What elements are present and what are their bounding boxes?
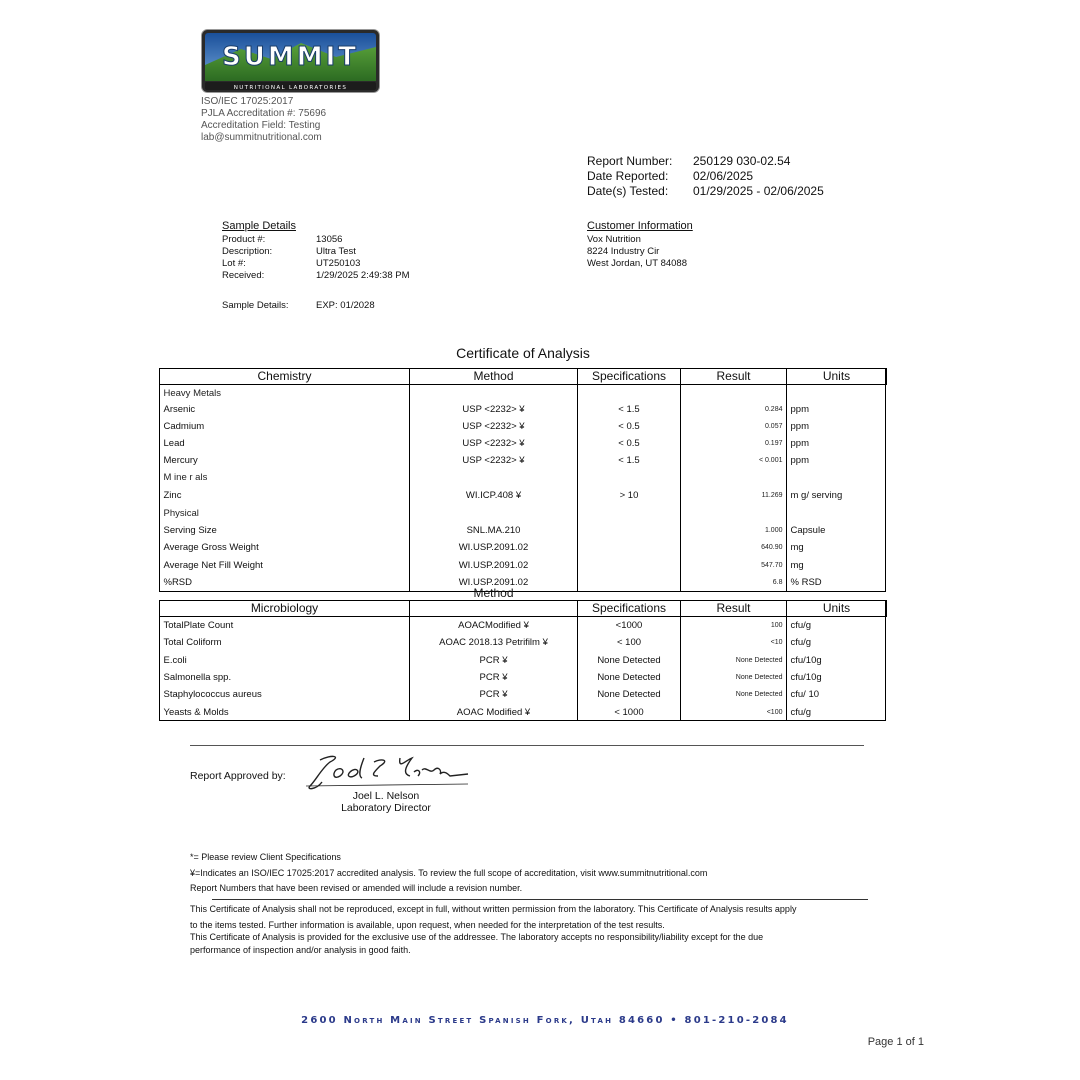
row-result: 1.000 (764, 526, 783, 534)
row-result: < 0.001 (758, 456, 783, 464)
chemistry-table (159, 368, 887, 591)
row-spec: None Detected (597, 672, 661, 683)
summit-logo (201, 29, 380, 93)
table-row (160, 452, 887, 469)
row-result: <100 (766, 708, 783, 716)
table-row (160, 634, 887, 652)
row-result: 547.70 (761, 561, 783, 569)
row-name: Total Coliform (163, 637, 222, 648)
approval-label: Report Approved by: (190, 770, 286, 782)
sample-details-label: Sample Details: (222, 300, 289, 311)
footnote: Report Numbers that have been revised or amended will include a revision number. (190, 883, 523, 893)
accreditation-line: ISO/IEC 17025:2017 (201, 96, 294, 107)
row-result: <10 (770, 639, 783, 646)
date-tested-label: Date(s) Tested: (587, 184, 669, 198)
row-name: Physical (163, 508, 199, 519)
report-number: 250129 030-02.54 (693, 154, 791, 168)
row-spec: > 10 (619, 490, 639, 501)
lab-address: 2600 North Main Street Spanish Fork, Utah 84660 • 801-210-2084 (301, 1015, 789, 1026)
row-units: cfu/10g (790, 672, 822, 683)
col-header-specifications: Specifications (578, 369, 681, 385)
approver (316, 790, 456, 814)
row-name: Serving Size (163, 524, 217, 536)
table-row (160, 402, 887, 418)
row-method: WI.USP.2091.02 (458, 559, 529, 571)
footnotes (190, 851, 707, 895)
report-info (587, 154, 824, 199)
row-units: ppm (790, 404, 809, 415)
document-title: Certificate of Analysis (456, 345, 590, 361)
row-units: cfu/ 10 (790, 688, 820, 700)
logo-tagline: NUTRITIONAL LABORATORIES (233, 85, 348, 91)
row-spec (578, 522, 681, 539)
accreditation-line: PJLA Accreditation #: 75696 (201, 108, 327, 119)
row-method: USP <2232> ¥ (462, 420, 525, 432)
table-row (160, 385, 887, 402)
col-header-specifications: Specifications (578, 601, 681, 617)
col-header-method: Method (410, 369, 578, 385)
row-name: Average Gross Weight (163, 542, 259, 553)
row-spec (578, 557, 681, 574)
row-spec: < 100 (616, 637, 642, 648)
logo-name: SUMMIT (222, 42, 359, 72)
row-result: 0.284 (764, 406, 783, 413)
row-units: cfu/g (790, 619, 812, 631)
row-result: 11.269 (761, 492, 783, 499)
row-method: USP <2232> ¥ (462, 404, 525, 415)
row-spec: < 1.5 (618, 404, 640, 415)
row-units: Capsule (790, 524, 826, 536)
table-row (160, 486, 887, 506)
row-method: PCR ¥ (479, 672, 508, 683)
row-method: USP <2232> ¥ (462, 437, 525, 449)
row-method: WI.ICP.408 ¥ (465, 490, 522, 501)
accreditation-block (201, 96, 326, 144)
row-result: 0.197 (764, 439, 783, 447)
customer-line: Vox Nutrition (587, 234, 641, 245)
table-row (160, 557, 887, 574)
row-method: AOAC 2018.13 Petrifilm ¥ (439, 637, 548, 648)
sample-value: Ultra Test (316, 246, 356, 257)
row-units: cfu/g (790, 706, 812, 718)
sample-heading: Sample Details (222, 220, 296, 232)
divider (190, 745, 864, 746)
microbiology-table (159, 586, 887, 722)
sample-details (222, 220, 410, 282)
date-reported: 02/06/2025 (693, 169, 754, 183)
microbiology-header-row (160, 601, 887, 617)
row-name: Yeasts & Molds (163, 706, 229, 718)
row-spec (578, 539, 681, 557)
row-method: PCR ¥ (479, 655, 508, 666)
customer-heading: Customer Information (587, 220, 693, 232)
row-units: cfu/g (790, 637, 812, 648)
chemistry-header-row (160, 369, 887, 385)
report-number-label: Report Number: (587, 154, 673, 168)
accreditation-line: Accreditation Field: Testing (201, 120, 321, 131)
row-method: WI.USP.2091.02 (458, 576, 529, 588)
sample-label: Received: (222, 270, 265, 281)
row-name: M ine r als (163, 471, 208, 483)
row-name: Mercury (163, 454, 198, 466)
row-name: E.coli (163, 655, 187, 666)
row-spec: None Detected (597, 655, 661, 666)
row-name: Staphylococcus aureus (163, 688, 262, 700)
disclaimer-line: to the items tested. Further information is available, upon request, when needed for the interpretation of the test results. (190, 919, 665, 930)
table-row (160, 506, 887, 522)
row-result: None Detected (735, 674, 783, 681)
disclaimer-line: performance of inspection and/or analysis in good faith. (190, 944, 411, 955)
row-method: WI.USP.2091.02 (458, 542, 529, 553)
customer-line: West Jordan, UT 84088 (587, 258, 687, 269)
row-result: 640.90 (761, 544, 783, 551)
footnote: *= Please review Client Specifications (190, 852, 341, 862)
row-units: mg (790, 542, 804, 553)
accreditation-line: lab@summitnutritional.com (201, 132, 322, 143)
row-units: ppm (790, 420, 809, 432)
sample-extra (222, 300, 375, 312)
table-row (160, 418, 887, 435)
col-header-units: Units (787, 369, 887, 385)
row-name: Heavy Metals (163, 387, 222, 399)
col-header-microbiology: Microbiology (160, 601, 410, 617)
sample-value: UT250103 (316, 258, 361, 269)
date-tested: 01/29/2025 - 02/06/2025 (693, 184, 824, 198)
sample-value: 13056 (316, 234, 343, 245)
col-header-result: Result (681, 369, 787, 385)
row-name: TotalPlate Count (163, 619, 234, 631)
row-method: AOACModified ¥ (458, 619, 529, 631)
table-row (160, 670, 887, 686)
row-result: None Detected (735, 657, 783, 664)
row-name: Zinc (163, 490, 182, 501)
row-name: %RSD (163, 576, 193, 588)
row-spec: < 0.5 (618, 420, 640, 432)
table-row (160, 469, 887, 486)
row-result: 6.8 (772, 578, 783, 586)
row-result: 0.057 (764, 422, 783, 430)
sample-details-value: EXP: 01/2028 (316, 300, 375, 311)
row-name: Average Net Fill Weight (163, 559, 263, 571)
row-spec: < 1000 (614, 706, 644, 718)
table-row (160, 652, 887, 670)
row-spec: < 1.5 (618, 454, 640, 466)
approver-name: Joel L. Nelson (352, 790, 420, 802)
sample-label: Description: (222, 246, 273, 257)
row-method: SNL.MA.210 (466, 524, 521, 536)
row-spec: <1000 (615, 619, 643, 631)
footnote: ¥=Indicates an ISO/IEC 17025:2017 accredited analysis. To review the full scope of accreditation, visit www.summitnutritional.com (190, 867, 708, 878)
row-units: mg (790, 559, 804, 571)
col-header-units: Units (787, 601, 887, 617)
row-method: PCR ¥ (479, 688, 508, 700)
disclaimer-line: This Certificate of Analysis shall not be reproduced, except in full, without written permission from the laboratory. This Certificate of Analysis results apply (190, 904, 797, 914)
divider (212, 899, 868, 900)
table-row (160, 703, 887, 722)
row-units: cfu/10g (790, 655, 822, 666)
date-reported-label: Date Reported: (587, 169, 669, 183)
row-result: 100 (770, 621, 783, 629)
row-method: USP <2232> ¥ (462, 454, 525, 466)
table-row (160, 539, 887, 557)
row-name: Lead (163, 437, 185, 449)
row-units: ppm (790, 437, 809, 449)
customer-line: 8224 Industry Cir (587, 246, 660, 257)
row-spec: < 0.5 (618, 437, 640, 449)
row-spec: None Detected (597, 688, 661, 700)
row-units: m g/ serving (790, 490, 843, 501)
row-name: Cadmium (163, 420, 205, 432)
page-number: Page 1 of 1 (867, 1036, 924, 1048)
col-header-method: Method (410, 601, 578, 617)
row-method: AOAC Modified ¥ (456, 706, 531, 718)
customer-info (587, 220, 693, 270)
table-row (160, 617, 887, 634)
disclaimer-line: This Certificate of Analysis is provided for the exclusive use of the addressee. The laboratory accepts no responsibility/liability except for the due (190, 932, 764, 942)
col-header-result: Result (681, 601, 787, 617)
table-row (160, 522, 887, 539)
sample-value: 1/29/2025 2:49:38 PM (316, 270, 410, 281)
row-name: Arsenic (163, 404, 196, 415)
table-row (160, 435, 887, 452)
approver-role: Laboratory Director (341, 802, 431, 814)
row-result: None Detected (735, 690, 783, 698)
row-units: ppm (790, 454, 809, 466)
row-units: % RSD (790, 576, 822, 588)
col-header-chemistry: Chemistry (160, 369, 410, 385)
disclaimer (190, 903, 890, 956)
sample-label: Product #: (222, 234, 266, 245)
sample-label: Lot #: (222, 258, 246, 269)
row-spec (578, 574, 681, 591)
row-name: Salmonella spp. (163, 672, 232, 683)
table-row (160, 686, 887, 703)
